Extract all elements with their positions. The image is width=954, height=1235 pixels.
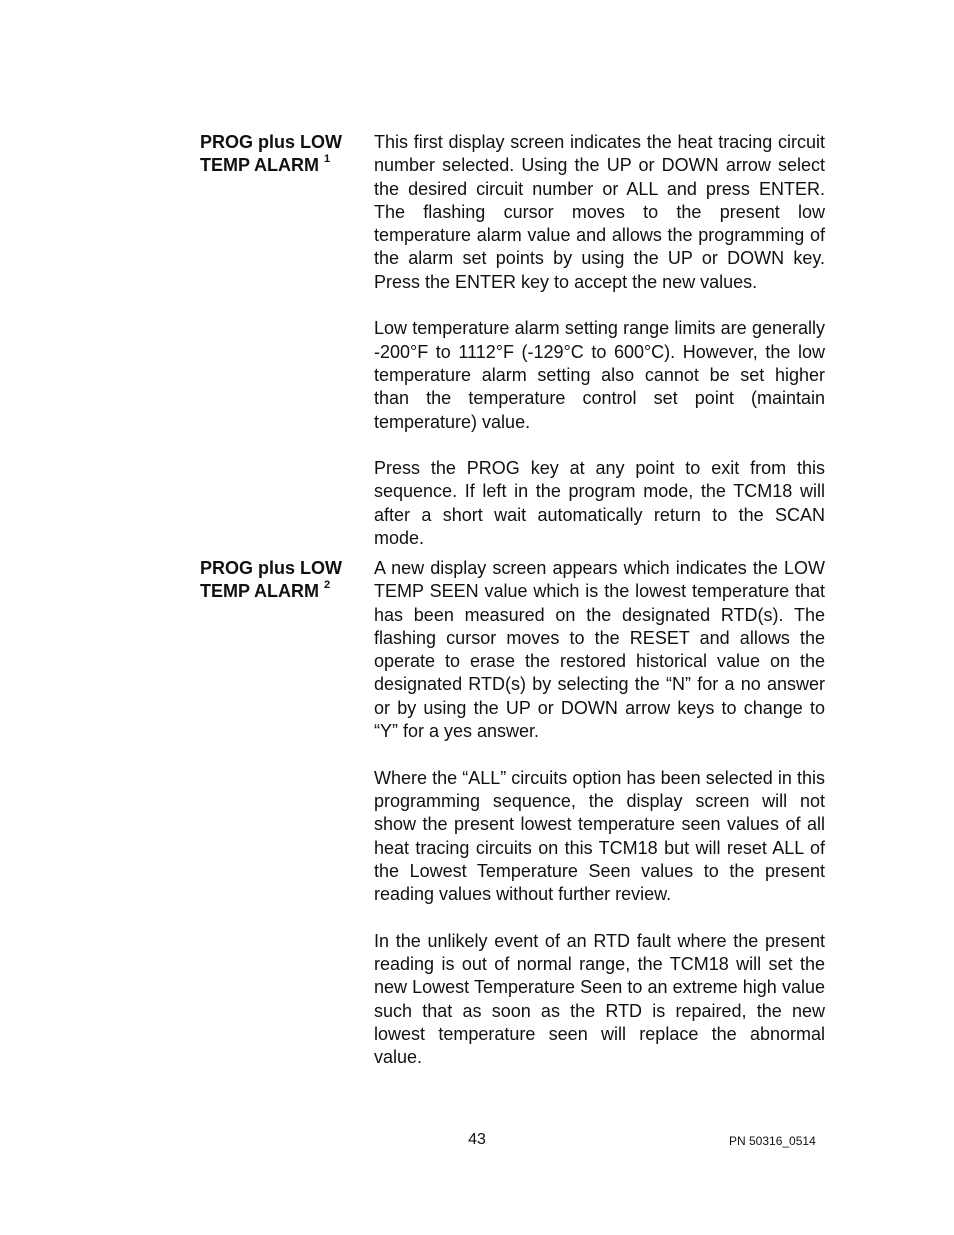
body-paragraph: This first display screen indicates the heat tracing circuit number selected. Using the UP or DOWN arrow select the desired circuit number or ALL and press ENTER. The flashing cursor moves to the present low temperature alarm value and allows the programming of the alarm set points by using the UP or DOWN key. Press the ENTER key to accept the new values.	[374, 132, 825, 292]
body-paragraph: Press the PROG key at any point to exit from this sequence. If left in the program mode, the TCM18 will after a short wait automatically return to the SCAN mode.	[374, 458, 825, 549]
section-body	[374, 557, 825, 1070]
page-number: 43	[468, 1131, 486, 1148]
section-heading-sup: 1	[324, 153, 331, 166]
body-paragraph: In the unlikely event of an RTD fault where the present reading is out of normal range, the TCM18 will set the new Lowest Temperature Seen to an extreme high value such that as soon as the RTD is repaired, the new lowest temperature seen will replace the abnormal value.	[374, 930, 825, 1068]
body-paragraph: Low temperature alarm setting range limits are generally -200°F to 1112°F (-129°C to 600°C). However, the low temperature alarm setting also cannot be set higher than the temperature control set point (maintain temperature) value.	[374, 318, 825, 432]
section-heading-sup: 2	[324, 579, 331, 592]
section-heading-text: PROG plus LOW TEMP ALARM	[200, 558, 342, 602]
section-body	[374, 131, 825, 550]
body-paragraph: Where the “ALL” circuits option has been selected in this programming sequence, the display screen will not show the present lowest temperature seen values of all heat tracing circuits on this TCM18 but will reset ALL of the Lowest Temperature Seen values to the present reading values without further review.	[374, 767, 825, 905]
section-heading-text: PROG plus LOW TEMP ALARM	[200, 132, 342, 176]
section-heading	[200, 131, 365, 178]
part-number: PN 50316_0514	[729, 1134, 816, 1148]
body-paragraph: A new display screen appears which indicates the LOW TEMP SEEN value which is the lowest temperature that has been measured on the designated RTD(s). The flashing cursor moves to the RESET and allows the operate to erase the restored historical value on the designated RTD(s) by selecting the “N” for a no answer or by using the UP or DOWN arrow keys to change to “Y” for a yes answer.	[374, 558, 825, 742]
section-heading	[200, 557, 365, 604]
